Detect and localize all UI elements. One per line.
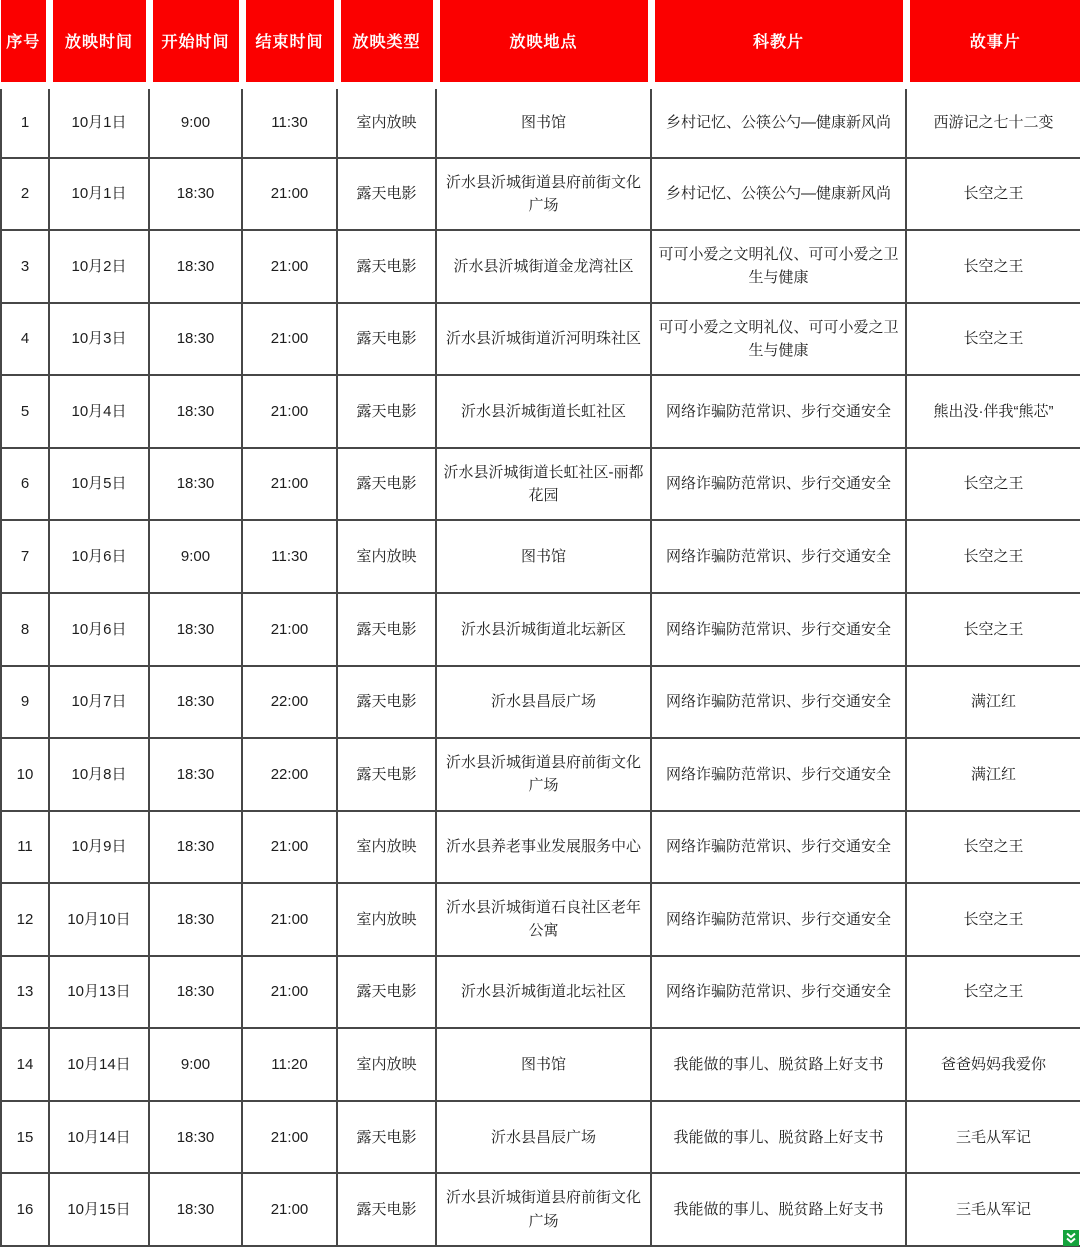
cell-index: 9 [1,666,49,739]
table-row [1,956,1080,1029]
table-row [1,158,1080,231]
cell-index: 13 [1,956,49,1029]
cell-science-film: 我能做的事儿、脱贫路上好支书 [651,1101,906,1174]
cell-end-time: 22:00 [242,666,337,739]
cell-feature-film: 熊出没·伴我“熊芯” [906,375,1080,448]
cell-index: 7 [1,520,49,593]
cell-start-time: 18:30 [149,956,242,1029]
cell-science-film: 网络诈骗防范常识、步行交通安全 [651,738,906,811]
cell-feature-film: 满江红 [906,666,1080,739]
cell-location: 图书馆 [436,520,651,593]
table-row [1,303,1080,376]
cell-end-time: 21:00 [242,303,337,376]
cell-type: 室内放映 [337,883,436,956]
cell-start-time: 18:30 [149,230,242,303]
cell-location: 沂水县沂城街道北坛社区 [436,956,651,1029]
cell-science-film: 网络诈骗防范常识、步行交通安全 [651,375,906,448]
cell-end-time: 21:00 [242,375,337,448]
cell-start-time: 18:30 [149,448,242,521]
cell-science-film: 可可小爱之文明礼仪、可可小爱之卫生与健康 [651,303,906,376]
cell-feature-film: 满江红 [906,738,1080,811]
cell-science-film: 我能做的事儿、脱贫路上好支书 [651,1173,906,1246]
cell-index: 11 [1,811,49,884]
cell-feature-film: 长空之王 [906,303,1080,376]
cell-start-time: 18:30 [149,811,242,884]
cell-type: 露天电影 [337,448,436,521]
cell-type: 室内放映 [337,85,436,158]
cell-science-film: 乡村记忆、公筷公勺—健康新风尚 [651,158,906,231]
cell-type: 露天电影 [337,593,436,666]
cell-start-time: 18:30 [149,593,242,666]
cell-location: 沂水县沂城街道沂河明珠社区 [436,303,651,376]
cell-date: 10月14日 [49,1101,149,1174]
cell-science-film: 网络诈骗防范常识、步行交通安全 [651,448,906,521]
cell-type: 露天电影 [337,738,436,811]
cell-feature-film: 长空之王 [906,593,1080,666]
cell-feature-film: 长空之王 [906,811,1080,884]
cell-index: 14 [1,1028,49,1101]
cell-end-time: 21:00 [242,230,337,303]
table-row [1,1173,1080,1246]
cell-science-film: 网络诈骗防范常识、步行交通安全 [651,666,906,739]
cell-date: 10月6日 [49,593,149,666]
cell-end-time: 11:30 [242,85,337,158]
cell-science-film: 网络诈骗防范常识、步行交通安全 [651,956,906,1029]
table-row [1,1101,1080,1174]
cell-end-time: 21:00 [242,883,337,956]
cell-start-time: 18:30 [149,303,242,376]
cell-feature-film: 长空之王 [906,520,1080,593]
cell-end-time: 21:00 [242,158,337,231]
cell-date: 10月1日 [49,85,149,158]
cell-type: 露天电影 [337,1173,436,1246]
cell-science-film: 网络诈骗防范常识、步行交通安全 [651,811,906,884]
cell-index: 15 [1,1101,49,1174]
cell-date: 10月6日 [49,520,149,593]
cell-type: 露天电影 [337,1101,436,1174]
cell-feature-film: 长空之王 [906,230,1080,303]
table-row [1,448,1080,521]
cell-location: 沂水县昌辰广场 [436,666,651,739]
cell-index: 4 [1,303,49,376]
cell-index: 16 [1,1173,49,1246]
cell-end-time: 21:00 [242,956,337,1029]
cell-date: 10月10日 [49,883,149,956]
table-row [1,738,1080,811]
cell-index: 12 [1,883,49,956]
column-header-end-time: 结束时间 [242,0,337,85]
cell-start-time: 18:30 [149,738,242,811]
cell-start-time: 18:30 [149,883,242,956]
cell-index: 8 [1,593,49,666]
cell-date: 10月8日 [49,738,149,811]
cell-science-film: 网络诈骗防范常识、步行交通安全 [651,520,906,593]
cell-end-time: 11:30 [242,520,337,593]
table-row [1,593,1080,666]
cell-start-time: 9:00 [149,85,242,158]
cell-start-time: 18:30 [149,375,242,448]
table-row [1,375,1080,448]
corner-expand-badge[interactable] [1063,1230,1079,1246]
cell-type: 露天电影 [337,158,436,231]
table-row [1,230,1080,303]
column-header-location: 放映地点 [436,0,651,85]
cell-feature-film: 长空之王 [906,883,1080,956]
column-header-science-film: 科教片 [651,0,906,85]
column-header-feature-film: 故事片 [906,0,1080,85]
cell-feature-film: 三毛从军记 [906,1101,1080,1174]
cell-science-film: 可可小爱之文明礼仪、可可小爱之卫生与健康 [651,230,906,303]
cell-location: 沂水县沂城街道县府前街文化广场 [436,158,651,231]
cell-date: 10月4日 [49,375,149,448]
cell-date: 10月3日 [49,303,149,376]
cell-date: 10月2日 [49,230,149,303]
cell-location: 沂水县沂城街道金龙湾社区 [436,230,651,303]
cell-date: 10月13日 [49,956,149,1029]
cell-location: 沂水县昌辰广场 [436,1101,651,1174]
cell-feature-film: 长空之王 [906,448,1080,521]
cell-location: 沂水县养老事业发展服务中心 [436,811,651,884]
cell-start-time: 18:30 [149,158,242,231]
header-row [1,0,1080,85]
double-chevron-down-icon [1065,1232,1077,1244]
cell-index: 6 [1,448,49,521]
cell-type: 室内放映 [337,520,436,593]
cell-feature-film: 西游记之七十二变 [906,85,1080,158]
cell-date: 10月15日 [49,1173,149,1246]
cell-location: 沂水县沂城街道县府前街文化广场 [436,1173,651,1246]
cell-feature-film: 三毛从军记 [906,1173,1080,1246]
cell-date: 10月1日 [49,158,149,231]
cell-type: 露天电影 [337,230,436,303]
cell-location: 沂水县沂城街道长虹社区 [436,375,651,448]
cell-type: 露天电影 [337,303,436,376]
cell-index: 10 [1,738,49,811]
cell-type: 露天电影 [337,666,436,739]
cell-location: 沂水县沂城街道长虹社区-丽都花园 [436,448,651,521]
cell-index: 5 [1,375,49,448]
cell-location: 图书馆 [436,85,651,158]
cell-feature-film: 长空之王 [906,158,1080,231]
cell-type: 露天电影 [337,375,436,448]
cell-date: 10月7日 [49,666,149,739]
cell-index: 1 [1,85,49,158]
cell-location: 沂水县沂城街道北坛新区 [436,593,651,666]
column-header-index: 序号 [1,0,49,85]
cell-start-time: 18:30 [149,1173,242,1246]
cell-type: 露天电影 [337,956,436,1029]
column-header-start-time: 开始时间 [149,0,242,85]
cell-science-film: 乡村记忆、公筷公勺—健康新风尚 [651,85,906,158]
cell-science-film: 我能做的事儿、脱贫路上好支书 [651,1028,906,1101]
cell-start-time: 9:00 [149,1028,242,1101]
cell-location: 沂水县沂城街道县府前街文化广场 [436,738,651,811]
cell-science-film: 网络诈骗防范常识、步行交通安全 [651,883,906,956]
cell-location: 图书馆 [436,1028,651,1101]
column-header-date: 放映时间 [49,0,149,85]
cell-start-time: 18:30 [149,666,242,739]
cell-type: 室内放映 [337,811,436,884]
table-row [1,883,1080,956]
column-header-type: 放映类型 [337,0,436,85]
cell-feature-film: 长空之王 [906,956,1080,1029]
cell-location: 沂水县沂城街道石良社区老年公寓 [436,883,651,956]
cell-type: 室内放映 [337,1028,436,1101]
table-row [1,811,1080,884]
cell-feature-film: 爸爸妈妈我爱你 [906,1028,1080,1101]
cell-end-time: 21:00 [242,593,337,666]
cell-date: 10月14日 [49,1028,149,1101]
table-row [1,1028,1080,1101]
table-row [1,666,1080,739]
cell-science-film: 网络诈骗防范常识、步行交通安全 [651,593,906,666]
cell-end-time: 11:20 [242,1028,337,1101]
cell-index: 3 [1,230,49,303]
cell-end-time: 21:00 [242,448,337,521]
table-row [1,520,1080,593]
table-row [1,85,1080,158]
cell-end-time: 22:00 [242,738,337,811]
cell-date: 10月9日 [49,811,149,884]
cell-date: 10月5日 [49,448,149,521]
cell-start-time: 9:00 [149,520,242,593]
cell-end-time: 21:00 [242,1101,337,1174]
cell-start-time: 18:30 [149,1101,242,1174]
cell-end-time: 21:00 [242,1173,337,1246]
cell-index: 2 [1,158,49,231]
cell-end-time: 21:00 [242,811,337,884]
